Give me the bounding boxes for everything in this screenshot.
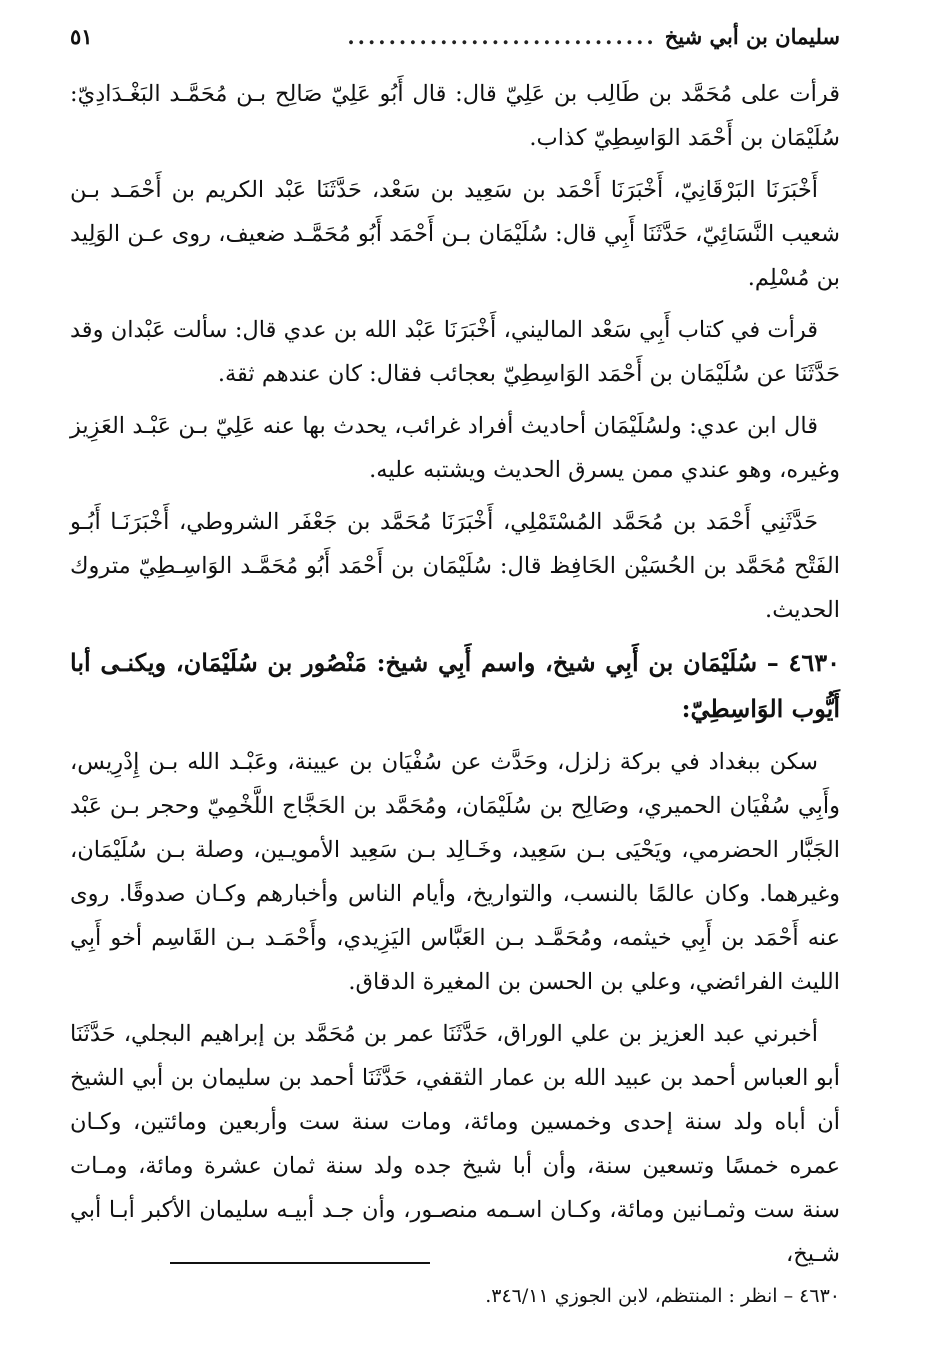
paragraph-5: حَدَّثَنِي أَحْمَد بن مُحَمَّد المُسْتَمْلِي، أَخْبَرَنَا مُحَمَّد بن جَعْفَر الشروطي، أَخْبَرَنَـا أَبُـو الفَتْح مُحَمَّد بن الحُسَيْن الحَافِظ قال: سُلَيْمَان بن أَحْمَد أَبُو مُحَمَّـد الوَاسِـطِيّ متروك الحديث. bbox=[70, 509, 840, 623]
paragraph-2: أَخْبَرَنَا البَرْقَانِيّ، أَخْبَرَنَا أَحْمَد بن سَعِيد بن سَعْد، حَدَّثَنَا عَبْد الكريم بن أَحْمَـد بـن شعيب النَّسَائِيّ، حَدَّثَنَا أَبِي قال: سُلَيْمَان بـن أَحْمَد أَبُو مُحَمَّـد ضعيف، روى عـن الوَلِيد بن مُسْلِم. bbox=[70, 177, 840, 291]
entry-paragraph-1: سكن ببغداد في بركة زلزل، وحَدَّث عن سُفْيَان بن عيينة، وعَبْـد الله بـن إِدْرِيس، وأَبِي سُفْيَان الحميري، وصَالِح بن سُلَيْمَان، ومُحَمَّد بن الحَجَّاج اللَّخْمِيّ وحجر بـن عَبْد الجَبَّار الحضرمي، ويَحْيَى بـن سَعِيد، وخَـالِد بـن سَعِيد الأمويـين، وصلة بـن سُلَيْمَان، وغيرهما. وكان عالمًا بالنسب، والتواريخ، وأيام الناس وأخبارهم وكـان صدوقًا. روى عنه أَحْمَد بن أَبِي خيثمه، ومُحَمَّـد بـن العَبَّاس اليَزِيدي، وأَحْمَـد بـن القَاسِم أخو أَبِي الليث الفرائضي، وعلي بن الحسن بن المغيرة الدقاق. bbox=[70, 749, 840, 995]
footnote-divider bbox=[170, 1262, 430, 1264]
entry-heading: ٤٦٣٠ – سُلَيْمَان بن أَبِي شيخ، واسم أَبِي شيخ: مَنْصُور بن سُلَيْمَان، ويكنـى أبا أَيُّوب الوَاسِطِيّ: bbox=[70, 648, 840, 723]
document-page bbox=[70, 24, 840, 1366]
paragraph-1: قرأت على مُحَمَّد بن طَالِب بن عَلِيّ قال: قال أَبُو عَلِيّ صَالِح بـن مُحَمَّـد البَغْـدَادِيّ: سُلَيْمَان بن أَحْمَد الوَاسِطِيّ كذاب. bbox=[70, 81, 840, 151]
running-title: سليمان بن أبي شيخ bbox=[664, 24, 840, 49]
entry-paragraph-2: أخبرني عبد العزيز بن علي الوراق، حَدَّثَنَا عمر بن مُحَمَّد بن إبراهيم البجلي، حَدَّثَنَا أبو العباس أحمد بن عبيد الله بن عمار الثقفي، حَدَّثَنَا أحمد بن سليمان بن أبي الشيخ أن أباه ولد سنة إحدى وخمسين ومائة، ومات سنة ست وأربعين ومائتين، وكـان عمره خمسًا وتسعين سنة، وأن أبا شيخ جده ولد سنة ثمان عشرة ومائة، ومـات سنة ست وثمـانين ومائة، وكـان اسـمه منصـور، وأن جـد أبيـه سليمان الأكبر أبـا أبي شـيخ، bbox=[70, 1021, 840, 1267]
paragraph-3: قرأت في كتاب أَبِي سَعْد الماليني، أَخْبَرَنَا عَبْد الله بن عدي قال: سألت عَبْدان وقد حَدَّثَنَا عن سُلَيْمَان بن أَحْمَد الوَاسِطِيّ بعجائب فقال: كان عندهم ثقة. bbox=[70, 317, 840, 387]
header-leader-dots: .............................. bbox=[347, 24, 657, 49]
page-number: ٥١ bbox=[70, 24, 93, 49]
page-header bbox=[70, 24, 840, 72]
paragraph-4: قال ابن عدي: ولسُلَيْمَان أحاديث أفراد غرائب، يحدث بها عنه عَلِيّ بـن عَبْـد العَزِيز وغيره، وهو عندي ممن يسرق الحديث ويشتبه عليه. bbox=[70, 413, 840, 483]
footnote: ٤٦٣٠ – انظر : المنتظم، لابن الجوزي ٣٤٦/١١. bbox=[485, 1285, 840, 1307]
